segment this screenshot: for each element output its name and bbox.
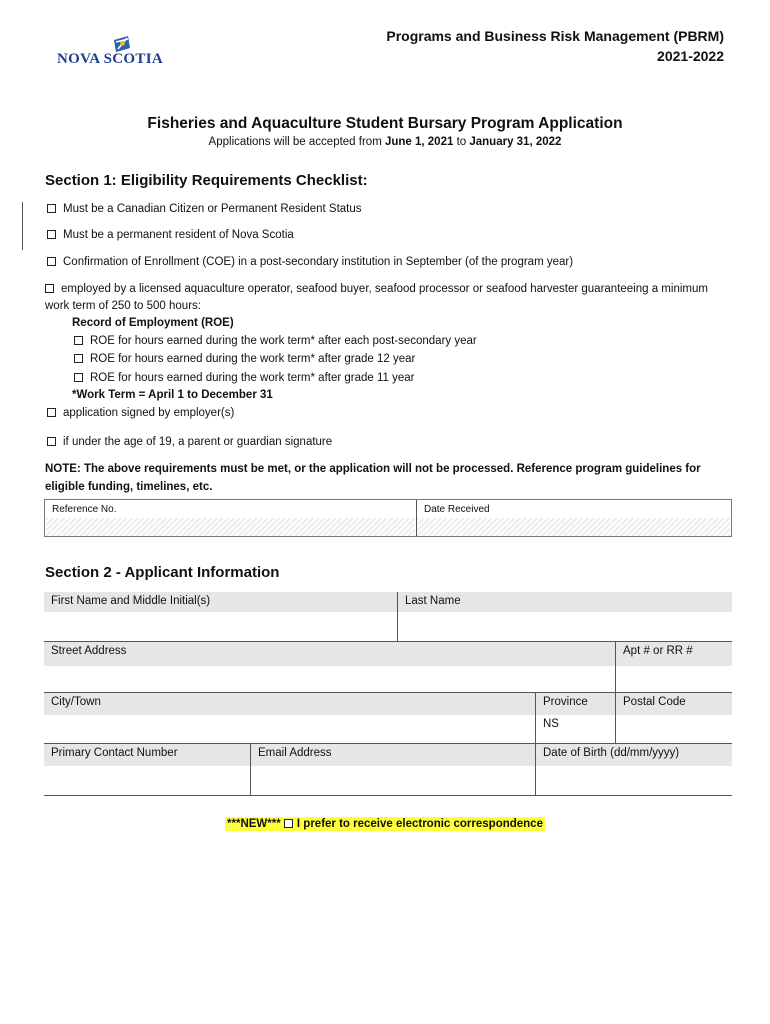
electronic-correspondence-option[interactable] (0, 814, 770, 832)
margin-marker (22, 202, 23, 250)
checklist-item-residency[interactable]: Must be a permanent resident of Nova Scotia (47, 229, 294, 241)
province-field[interactable] (535, 715, 615, 744)
last-name-field[interactable] (397, 612, 732, 642)
application-window: Applications will be accepted from June 1, 2021 to January 31, 2022 (208, 136, 562, 148)
email-field[interactable] (250, 766, 535, 796)
section2-title: Section 2 - Applicant Information (45, 564, 280, 581)
checkbox[interactable] (284, 819, 293, 828)
checkbox[interactable] (47, 204, 56, 213)
roe-item-grade-11[interactable]: ROE for hours earned during the work term* after grade 11 year (74, 372, 415, 384)
roe-item-post-secondary[interactable]: ROE for hours earned during the work term* after each post-secondary year (74, 335, 477, 347)
flag-icon (114, 36, 130, 52)
checklist-item-enrollment[interactable]: Confirmation of Enrollment (COE) in a post-secondary institution in September (of the program year) (47, 256, 573, 268)
postal-code-field[interactable] (615, 715, 732, 744)
electronic-correspondence-highlight[interactable]: ***NEW*** I prefer to receive electronic correspondence (227, 818, 543, 830)
end-date: January 31, 2022 (469, 136, 562, 148)
dob-label-cell: Date of Birth (dd/mm/yyyy) (535, 744, 732, 766)
checkbox[interactable] (74, 354, 83, 363)
office-use-table (44, 499, 732, 537)
roe-heading: Record of Employment (ROE) (72, 317, 234, 329)
checkbox[interactable] (74, 336, 83, 345)
checkbox[interactable] (47, 257, 56, 266)
apt-label-cell: Apt # or RR # (615, 642, 732, 666)
date-received-label: Date Received (424, 504, 490, 515)
province-value: NS (543, 718, 559, 730)
city-label-cell: City/Town (44, 693, 535, 715)
organization-header (386, 26, 724, 66)
apt-field[interactable] (615, 666, 732, 693)
requirements-note: NOTE: The above requirements must be met, or the application will not be processed. Reference program guidelines for eligible funding, timelines, etc. (45, 463, 701, 493)
first-name-label-cell: First Name and Middle Initial(s) (44, 592, 397, 612)
last-name-label-cell: Last Name (397, 592, 732, 612)
postal-code-label-cell: Postal Code (615, 693, 732, 715)
reference-number-field[interactable] (46, 518, 415, 536)
roe-item-grade-12[interactable]: ROE for hours earned during the work term* after grade 12 year (74, 353, 415, 365)
checkbox[interactable] (47, 437, 56, 446)
first-name-field[interactable] (44, 612, 397, 642)
checkbox[interactable] (74, 373, 83, 382)
checklist-item-employment[interactable]: employed by a licensed aquaculture operator, seafood buyer, seafood processor or seafood harvester guaranteeing a minimum work term of 250 to 500 hours: (45, 283, 708, 312)
street-address-label-cell: Street Address (44, 642, 615, 666)
reference-number-label: Reference No. (52, 504, 117, 515)
logo-wordmark: NOVA SCOTIA (57, 51, 163, 67)
start-date: June 1, 2021 (384, 136, 454, 148)
checklist-item-employer-signature[interactable]: application signed by employer(s) (47, 407, 234, 419)
phone-field[interactable] (44, 766, 250, 796)
checkbox[interactable] (47, 230, 56, 239)
street-address-field[interactable] (44, 666, 615, 693)
phone-label-cell: Primary Contact Number (44, 744, 250, 766)
province-label-cell: Province (535, 693, 615, 715)
city-field[interactable] (44, 715, 535, 744)
checklist-item-citizenship[interactable]: Must be a Canadian Citizen or Permanent Resident Status (47, 203, 362, 215)
work-term-note: *Work Term = April 1 to December 31 (72, 389, 273, 401)
checkbox[interactable] (45, 284, 54, 293)
fiscal-year: 2021-2022 (657, 48, 724, 64)
email-label-cell: Email Address (250, 744, 535, 766)
dob-field[interactable] (535, 766, 732, 796)
date-received-field[interactable] (417, 518, 730, 536)
checklist-item-guardian-signature[interactable]: if under the age of 19, a parent or guardian signature (47, 436, 332, 448)
section1-title: Section 1: Eligibility Requirements Checklist: (45, 172, 368, 189)
program-area: Programs and Business Risk Management (PBRM) (386, 28, 724, 44)
checkbox[interactable] (47, 408, 56, 417)
page-title: Fisheries and Aquaculture Student Bursary Program Application (147, 115, 623, 132)
